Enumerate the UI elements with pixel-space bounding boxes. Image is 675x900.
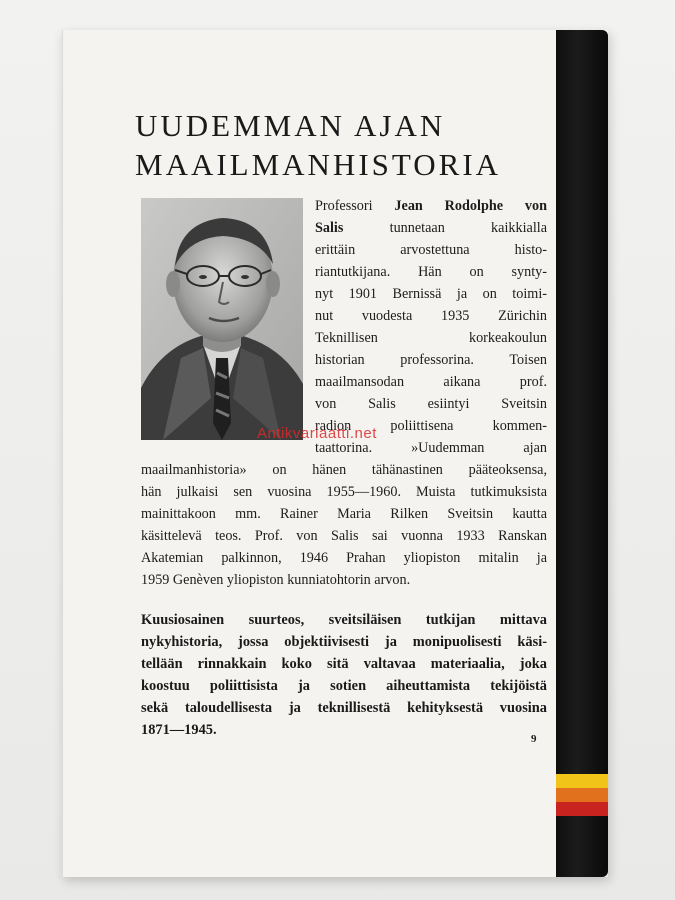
summary-line: tellään rinnakkain koko sitä valtavaa materiaalia, joka <box>141 656 547 672</box>
bio-line: erittäin arvostettuna histo- <box>315 242 547 258</box>
bio-line: nut vuodesta 1935 Zürichin <box>315 308 547 324</box>
summary-line: nykyhistoria, jossa objektiivisesti ja monipuolisesti käsi- <box>141 634 547 650</box>
title-line-2: MAAILMANHISTORIA <box>135 147 502 182</box>
bio-line: Teknillisen korkeakoulun <box>315 330 547 346</box>
summary-line: Kuusiosainen suurteos, sveitsiläisen tutkijan mittava <box>141 612 547 628</box>
author-name-part: Jean Rodolphe von <box>394 198 547 214</box>
bio-line: maailmanhistoria» on hänen tähänastinen pääteoksensa, <box>141 462 547 478</box>
bio-line: riantutkijana. Hän on synty- <box>315 264 547 280</box>
bio-line: maailmansodan aikana prof. <box>315 374 547 390</box>
author-name-part: Salis <box>315 220 344 236</box>
bio-line: historian professorina. Toisen <box>315 352 547 368</box>
bio-line: mainittakoon mm. Rainer Maria Rilken Sveitsin kautta <box>141 506 547 522</box>
bio-line: Professori Jean Rodolphe von <box>315 198 547 214</box>
author-portrait <box>141 198 303 440</box>
watermark: Antikvariaatti.net <box>257 425 377 442</box>
portrait-image <box>141 198 303 440</box>
spine-stripe-orange <box>556 788 608 802</box>
summary-line: koostuu poliittisista ja sotien aiheuttamista tekijöistä <box>141 678 547 694</box>
book-back-cover <box>62 30 608 877</box>
bio-line: nyt 1901 Bernissä ja on toimi- <box>315 286 547 302</box>
cover-panel <box>62 30 557 877</box>
bio-line: taattorina. »Uudemman ajan <box>315 440 547 456</box>
bio-line: von Salis esiintyi Sveitsin <box>315 396 547 412</box>
bio-line: käsittelevä teos. Prof. von Salis sai vuonna 1933 Ranskan <box>141 528 547 544</box>
page-number: 9 <box>531 733 537 745</box>
summary-line: 1871—1945. <box>141 722 217 738</box>
bio-line: radion poliittisena kommen- <box>315 418 547 434</box>
summary-line: sekä taloudellisesta ja teknillisestä kehityksestä vuosina <box>141 700 547 716</box>
bio-line: Akatemian palkinnon, 1946 Prahan yliopiston mitalin ja <box>141 550 547 566</box>
spine-stripe-red <box>556 802 608 816</box>
bio-line: hän julkaisi sen vuosina 1955—1960. Muista tutkimuksista <box>141 484 547 500</box>
bio-line: Salis tunnetaan kaikkialla <box>315 220 547 236</box>
book-spine <box>556 30 608 877</box>
spine-stripe-yellow <box>556 774 608 788</box>
bio-line: 1959 Genèven yliopiston kunniatohtorin arvon. <box>141 572 411 588</box>
title-line-1: UUDEMMAN AJAN <box>135 108 446 143</box>
